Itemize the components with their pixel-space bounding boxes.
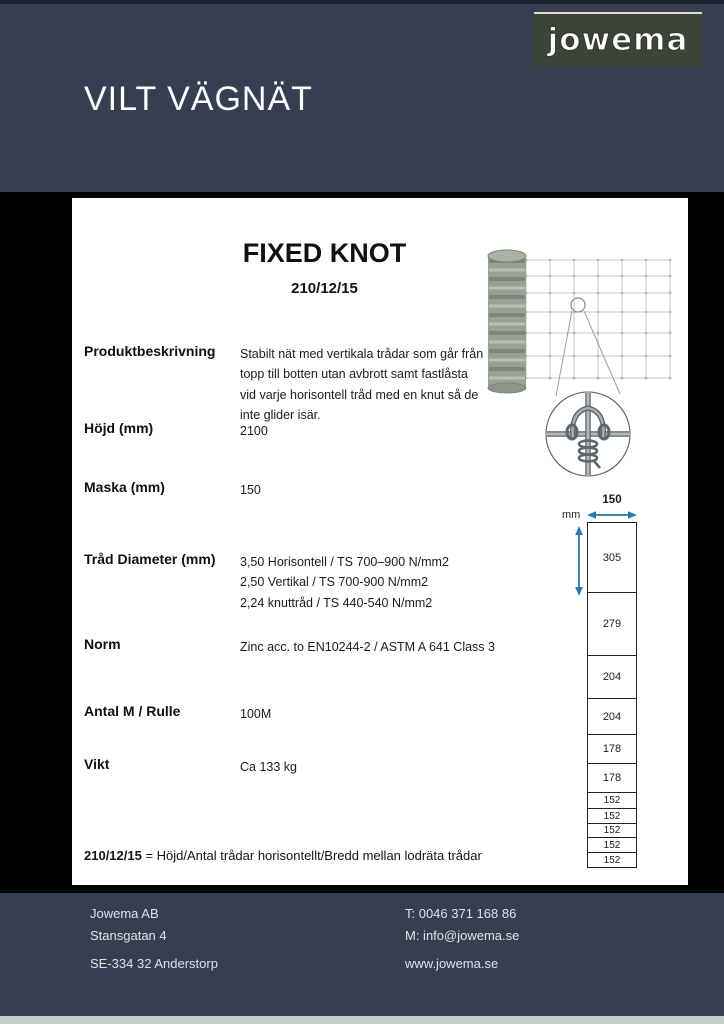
spec-label: Produktbeskrivning	[84, 343, 216, 359]
diagram-cell: 204	[588, 699, 636, 735]
diagram-cell: 279	[588, 593, 636, 656]
code-bold: 210/12/15	[84, 848, 142, 863]
product-code: 210/12/15	[291, 280, 358, 297]
spec-label: Maska (mm)	[84, 479, 165, 495]
vertical-arrow-icon	[574, 526, 584, 596]
spec-label: Tråd Diameter (mm)	[84, 551, 216, 567]
diagram-cell: 152	[588, 838, 636, 853]
footer-address-column	[90, 906, 218, 978]
diagram-cell: 152	[588, 793, 636, 809]
footer-company: Jowema AB	[90, 906, 159, 921]
footer-street: Stansgatan 4	[90, 928, 167, 943]
footer-website: www.jowema.se	[405, 956, 499, 971]
diagram-unit-label: mm	[562, 509, 581, 521]
spec-value: Zinc acc. to EN10244-2 / ASTM A 641 Class 3	[240, 640, 495, 654]
diagram-column	[587, 522, 637, 868]
code-rest: = Höjd/Antal trådar horisontellt/Bredd mellan lodräta trådar	[141, 848, 482, 863]
spec-label: Antal M / Rulle	[84, 703, 181, 719]
footer-email: M: info@jowema.se	[405, 928, 520, 943]
diagram-cell: 178	[588, 764, 636, 793]
spec-value: 2100	[240, 424, 268, 438]
diagram-cell: 305	[588, 523, 636, 593]
spec-value: 150	[240, 483, 261, 497]
footer-band	[0, 893, 724, 1016]
diagram-cell: 204	[588, 656, 636, 699]
spec-value: 100M	[240, 707, 272, 721]
spec-value: Ca 133 kg	[240, 760, 297, 774]
datasheet-page	[72, 198, 688, 885]
jowema-logo: jowema	[534, 12, 702, 66]
footer-contact-column	[405, 906, 519, 978]
diagram-width-label: 150	[602, 494, 622, 506]
bottom-strip	[0, 1016, 724, 1024]
diagram-cell: 152	[588, 824, 636, 838]
spec-value: Stabilt nät med vertikala trådar som går från topp till botten utan avbrott samt fastlåsta vid varje horisontell tråd med en knut så de inte glider isär.	[240, 347, 484, 422]
product-title: FIXED KNOT	[242, 238, 407, 268]
diagram-cell: 152	[588, 809, 636, 824]
header-band	[0, 0, 724, 192]
spec-label: Höjd (mm)	[84, 420, 154, 436]
footer-phone: T: 0046 371 168 86	[405, 906, 517, 921]
diagram-cell: 152	[603, 854, 621, 866]
page-title: VILT VÄGNÄT	[84, 80, 313, 118]
spec-value: 3,50 Horisontell / TS 700–900 N/mm2 2,50 Vertikal / TS 700-900 N/mm2 2,24 knuttråd / TS 440-540 N/mm2	[240, 555, 449, 610]
spec-label: Vikt	[84, 756, 110, 772]
footer-city: SE-334 32 Anderstorp	[90, 956, 218, 971]
mesh-diagram	[562, 494, 672, 884]
diagram-cell: 178	[588, 735, 636, 764]
spec-label: Norm	[84, 636, 121, 652]
code-explanation	[84, 848, 482, 863]
horizontal-arrow-icon	[587, 510, 637, 520]
